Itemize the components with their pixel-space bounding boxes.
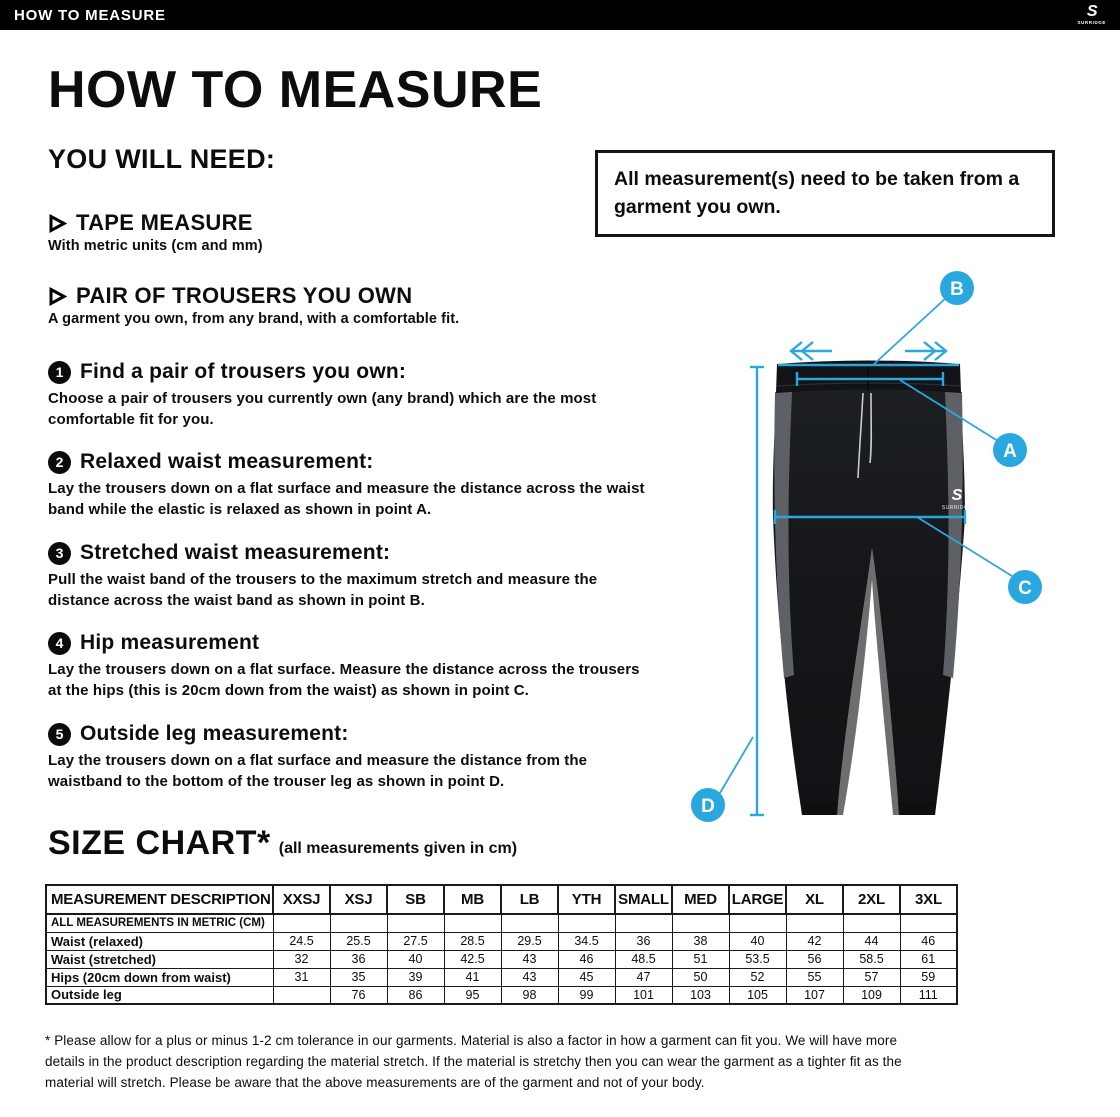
size-value-cell: 58.5 bbox=[843, 950, 900, 968]
step-number-badge: 1 bbox=[48, 361, 71, 384]
size-value-cell: 111 bbox=[900, 986, 957, 1004]
trousers-image bbox=[773, 361, 973, 816]
top-bar-title: HOW TO MEASURE bbox=[14, 6, 166, 24]
step-description: Pull the waist band of the trousers to the maximum stretch and measure the distance across the waist band as shown in point B. bbox=[48, 571, 598, 609]
triangle-bullet-icon bbox=[48, 214, 67, 233]
column-header-size: SB bbox=[387, 885, 444, 914]
column-header-size: LB bbox=[501, 885, 558, 914]
surridge-logo bbox=[1077, 4, 1110, 26]
step-number-badge: 2 bbox=[48, 451, 71, 474]
need-item-title: PAIR OF TROUSERS YOU OWN bbox=[76, 283, 413, 308]
marker-d-label: D bbox=[701, 796, 715, 817]
size-value-cell: 34.5 bbox=[558, 932, 615, 950]
row-label: Hips (20cm down from waist) bbox=[46, 968, 273, 986]
size-value-cell: 109 bbox=[843, 986, 900, 1004]
size-value-cell: 36 bbox=[615, 932, 672, 950]
size-value-cell: 29.5 bbox=[501, 932, 558, 950]
column-header-size: MB bbox=[444, 885, 501, 914]
size-value-cell: 95 bbox=[444, 986, 501, 1004]
column-header-size: MED bbox=[672, 885, 729, 914]
need-item-trousers bbox=[48, 283, 648, 327]
step-title: Stretched waist measurement: bbox=[80, 541, 391, 564]
need-item-title: TAPE MEASURE bbox=[76, 210, 253, 235]
column-header-size: LARGE bbox=[729, 885, 786, 914]
need-item-description: With metric units (cm and mm) bbox=[48, 238, 263, 254]
column-header-size: YTH bbox=[558, 885, 615, 914]
trousers-measurement-diagram bbox=[685, 250, 1115, 830]
step-number-badge: 5 bbox=[48, 723, 71, 746]
size-value-cell: 36 bbox=[330, 950, 387, 968]
step-4 bbox=[48, 631, 656, 701]
metric-note-label: ALL MEASUREMENTS IN METRIC (CM) bbox=[46, 914, 273, 932]
need-item-description: A garment you own, from any brand, with a comfortable fit. bbox=[48, 311, 460, 327]
size-value-cell: 42.5 bbox=[444, 950, 501, 968]
garment-logo-icon: S bbox=[951, 487, 963, 504]
you-will-need-heading: YOU WILL NEED: bbox=[48, 144, 276, 174]
column-header-size: 2XL bbox=[843, 885, 900, 914]
size-value-cell: 105 bbox=[729, 986, 786, 1004]
size-value-cell: 39 bbox=[387, 968, 444, 986]
step-title: Relaxed waist measurement: bbox=[80, 450, 374, 473]
size-value-cell: 50 bbox=[672, 968, 729, 986]
size-chart-header-row bbox=[46, 885, 957, 914]
size-value-cell: 28.5 bbox=[444, 932, 501, 950]
size-value-cell: 44 bbox=[843, 932, 900, 950]
size-value-cell: 31 bbox=[273, 968, 330, 986]
size-value-cell: 56 bbox=[786, 950, 843, 968]
marker-a-label: A bbox=[1003, 441, 1017, 462]
surridge-logo-text: SURRIDGE bbox=[1077, 20, 1106, 26]
table-row bbox=[46, 932, 957, 950]
empty-cell bbox=[729, 914, 786, 932]
table-row bbox=[46, 950, 957, 968]
step-description: Choose a pair of trousers you currently own (any brand) which are the most comfortable fit for you. bbox=[48, 390, 597, 428]
empty-cell bbox=[843, 914, 900, 932]
footnote: * Please allow for a plus or minus 1-2 cm tolerance in our garments. Material is also a factor in how a garment can fit you. We will have more details in the product description regarding the material stretch. If the material is stretchy then you can wear the garment as a tighter fit as the material will stretch. Please be aware that the above measurements are of the garment and not of your body. bbox=[45, 1033, 902, 1090]
empty-cell bbox=[672, 914, 729, 932]
size-value-cell: 51 bbox=[672, 950, 729, 968]
size-value-cell: 53.5 bbox=[729, 950, 786, 968]
size-value-cell: 103 bbox=[672, 986, 729, 1004]
empty-cell bbox=[330, 914, 387, 932]
step-number-badge: 3 bbox=[48, 542, 71, 565]
size-value-cell: 59 bbox=[900, 968, 957, 986]
step-title: Find a pair of trousers you own: bbox=[80, 360, 407, 383]
size-value-cell: 42 bbox=[786, 932, 843, 950]
size-value-cell: 38 bbox=[672, 932, 729, 950]
leader-line-d bbox=[720, 737, 753, 793]
size-chart-body bbox=[46, 914, 957, 1004]
empty-cell bbox=[501, 914, 558, 932]
size-value-cell: 40 bbox=[729, 932, 786, 950]
step-description: Lay the trousers down on a flat surface. Measure the distance across the trousers at the hips (this is 20cm down from the waist) as shown in point C. bbox=[48, 661, 640, 699]
row-label: Outside leg bbox=[46, 986, 273, 1004]
size-value-cell: 25.5 bbox=[330, 932, 387, 950]
row-label: Waist (stretched) bbox=[46, 950, 273, 968]
step-5 bbox=[48, 722, 656, 792]
size-value-cell: 47 bbox=[615, 968, 672, 986]
size-chart-heading bbox=[48, 824, 517, 863]
size-value-cell: 61 bbox=[900, 950, 957, 968]
size-value-cell: 43 bbox=[501, 968, 558, 986]
size-value-cell: 76 bbox=[330, 986, 387, 1004]
column-header-size: XXSJ bbox=[273, 885, 330, 914]
size-value-cell: 55 bbox=[786, 968, 843, 986]
empty-cell bbox=[900, 914, 957, 932]
row-label: Waist (relaxed) bbox=[46, 932, 273, 950]
step-title: Outside leg measurement: bbox=[80, 722, 349, 745]
table-row bbox=[46, 986, 957, 1004]
top-bar bbox=[0, 0, 1120, 30]
empty-cell bbox=[273, 914, 330, 932]
size-value-cell: 32 bbox=[273, 950, 330, 968]
leader-line-b bbox=[873, 297, 947, 365]
table-row bbox=[46, 968, 957, 986]
size-value-cell: 86 bbox=[387, 986, 444, 1004]
size-value-cell: 99 bbox=[558, 986, 615, 1004]
size-value-cell: 43 bbox=[501, 950, 558, 968]
size-value-cell: 46 bbox=[900, 932, 957, 950]
garment-logo-text: SURRIDGE bbox=[941, 505, 973, 511]
size-value-cell: 35 bbox=[330, 968, 387, 986]
size-value-cell: 98 bbox=[501, 986, 558, 1004]
size-value-cell: 107 bbox=[786, 986, 843, 1004]
empty-cell bbox=[786, 914, 843, 932]
step-description: Lay the trousers down on a flat surface and measure the distance from the waistband to the bottom of the trouser leg as shown in point D. bbox=[48, 752, 588, 790]
empty-cell bbox=[558, 914, 615, 932]
column-header-size: SMALL bbox=[615, 885, 672, 914]
marker-c-label: C bbox=[1018, 578, 1032, 599]
step-title: Hip measurement bbox=[80, 631, 260, 654]
size-value-cell: 27.5 bbox=[387, 932, 444, 950]
size-value-cell: 48.5 bbox=[615, 950, 672, 968]
need-item-tape-measure bbox=[48, 210, 648, 254]
size-chart-title: SIZE CHART* bbox=[48, 824, 271, 862]
column-header-size: XSJ bbox=[330, 885, 387, 914]
size-value-cell: 40 bbox=[387, 950, 444, 968]
marker-b-label: B bbox=[950, 279, 964, 300]
size-value-cell bbox=[273, 986, 330, 1004]
size-value-cell: 24.5 bbox=[273, 932, 330, 950]
size-chart-table bbox=[45, 884, 958, 1005]
empty-cell bbox=[444, 914, 501, 932]
step-1 bbox=[48, 360, 656, 430]
triangle-bullet-icon bbox=[48, 287, 67, 306]
size-value-cell: 57 bbox=[843, 968, 900, 986]
size-value-cell: 45 bbox=[558, 968, 615, 986]
step-number-badge: 4 bbox=[48, 632, 71, 655]
size-value-cell: 46 bbox=[558, 950, 615, 968]
column-header-size: 3XL bbox=[900, 885, 957, 914]
note-box: All measurement(s) need to be taken from a garment you own. bbox=[595, 150, 1055, 237]
column-header-description: MEASUREMENT DESCRIPTION bbox=[46, 885, 273, 914]
size-value-cell: 41 bbox=[444, 968, 501, 986]
column-header-size: XL bbox=[786, 885, 843, 914]
empty-cell bbox=[615, 914, 672, 932]
surridge-logo-icon: S bbox=[1086, 3, 1097, 21]
step-description: Lay the trousers down on a flat surface and measure the distance across the waist band while the elastic is relaxed as shown in point A. bbox=[48, 480, 645, 518]
size-value-cell: 101 bbox=[615, 986, 672, 1004]
empty-cell bbox=[387, 914, 444, 932]
step-3 bbox=[48, 541, 656, 611]
step-2 bbox=[48, 450, 656, 520]
size-chart-subtitle: (all measurements given in cm) bbox=[278, 840, 518, 857]
size-value-cell: 52 bbox=[729, 968, 786, 986]
metric-note-row bbox=[46, 914, 957, 932]
page-title: HOW TO MEASURE bbox=[48, 61, 543, 119]
